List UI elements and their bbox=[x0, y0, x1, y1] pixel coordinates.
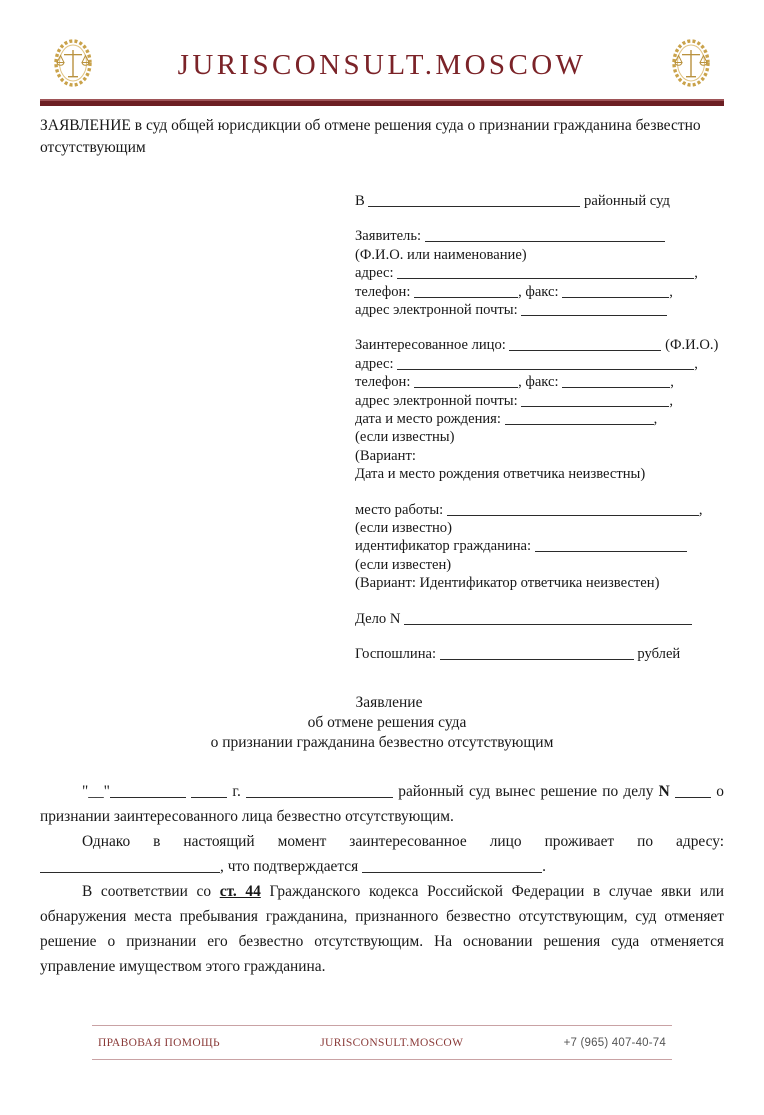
document-page bbox=[0, 35, 764, 1115]
citizen-id-fill[interactable] bbox=[535, 538, 687, 552]
applicant-email-line bbox=[355, 301, 724, 319]
interested-party-email-label: адрес электронной почты: bbox=[355, 392, 518, 409]
interested-party-label: Заинтересованное лицо: bbox=[355, 337, 506, 354]
applicant-fax-tail: , bbox=[669, 283, 673, 300]
citizen-id-variant: (Вариант: Идентификатор ответчика неизвестен) bbox=[355, 575, 660, 592]
document-subject: ЗАЯВЛЕНИЕ в суд общей юрисдикции об отмене решения суда о признании гражданина безвестно отсутствующим bbox=[40, 117, 701, 157]
document-title-line-3: о признании гражданина безвестно отсутствующим bbox=[210, 734, 554, 752]
applicant-address-fill-b[interactable] bbox=[439, 265, 694, 279]
state-fee-label: Госпошлина: bbox=[355, 646, 437, 663]
work-place-fill[interactable] bbox=[447, 502, 699, 516]
applicant-address-fill-a[interactable] bbox=[397, 265, 439, 279]
p1-tail: о признании заинтересованного лица безвестно отсутствующим. bbox=[40, 783, 724, 826]
interested-party-name-fill-b[interactable] bbox=[613, 337, 637, 351]
p1-date-fill[interactable] bbox=[110, 784, 186, 798]
applicant-label: Заявитель: bbox=[355, 228, 422, 245]
state-fee-fill[interactable] bbox=[440, 646, 634, 660]
applicant-group bbox=[355, 227, 724, 319]
applicant-fax-label: , факс: bbox=[518, 283, 559, 300]
applicant-phone-line bbox=[355, 283, 724, 301]
interested-party-address-label: адрес: bbox=[355, 355, 394, 372]
state-fee-group bbox=[355, 645, 724, 663]
header-divider-bar bbox=[40, 99, 724, 106]
applicant-name-fill[interactable] bbox=[425, 228, 665, 242]
interested-party-birth-line bbox=[355, 410, 724, 428]
interested-party-fax-tail: , bbox=[670, 374, 674, 391]
p1-court-fill[interactable] bbox=[246, 784, 393, 798]
employment-group bbox=[355, 501, 724, 593]
court-suffix: районный суд bbox=[584, 192, 670, 209]
applicant-email-label: адрес электронной почты: bbox=[355, 301, 518, 318]
paragraph-2 bbox=[40, 829, 724, 879]
applicant-phone-label: телефон: bbox=[355, 283, 411, 300]
site-masthead bbox=[40, 35, 724, 95]
footer-site-label[interactable]: JURISCONSULT.MOSCOW bbox=[320, 1037, 464, 1049]
applicant-fax-fill-b[interactable] bbox=[655, 284, 669, 298]
interested-party-address-tail: , bbox=[694, 355, 698, 372]
interested-party-phone-line bbox=[355, 373, 724, 391]
p1-case-fill[interactable] bbox=[675, 784, 711, 798]
citizen-id-line bbox=[355, 537, 724, 555]
interested-party-birth-tail: , bbox=[653, 411, 658, 427]
case-number-group bbox=[355, 610, 724, 628]
interested-party-phone-label: телефон: bbox=[355, 374, 411, 391]
parties-header-block bbox=[0, 192, 724, 664]
document-title bbox=[40, 693, 724, 753]
p3-rest: Гражданского кодекса Российской Федерации в случае явки или обнаружения места пребывания гражданина, признанного безвестно отсутствующим, суд отменяет решение о признании его безвестно отсутствующим. На основании решения суда отменяется управление имуществом этого гражданина. bbox=[40, 883, 724, 976]
document-title-line-1: Заявление bbox=[355, 694, 423, 712]
p2-lead: Однако в настоящий момент заинтересованное лицо проживает по адресу: bbox=[82, 833, 724, 851]
footer-legal-help-label: ПРАВОВАЯ ПОМОЩЬ bbox=[98, 1037, 220, 1049]
p1-year-fill[interactable] bbox=[191, 784, 227, 798]
p2-tail: . bbox=[542, 858, 546, 876]
work-place-label: место работы: bbox=[355, 501, 444, 518]
case-number-label: Дело N bbox=[355, 610, 401, 627]
applicant-email-fill[interactable] bbox=[521, 302, 649, 316]
applicant-address-tail: , bbox=[694, 265, 698, 282]
work-place-note: (если известно) bbox=[355, 520, 452, 537]
interested-party-name-fill-c[interactable] bbox=[637, 337, 661, 351]
interested-party-birth-note: (если известны) bbox=[355, 429, 455, 446]
scales-of-justice-wreath-icon bbox=[671, 37, 711, 89]
paragraph-3 bbox=[40, 879, 724, 979]
citizen-id-note: (если известен) bbox=[355, 556, 452, 573]
p1-mid: районный суд вынес решение по делу bbox=[398, 783, 654, 801]
interested-party-variant-open: (Вариант: bbox=[355, 447, 416, 464]
case-number-fill[interactable] bbox=[404, 611, 692, 625]
document-body bbox=[40, 779, 724, 979]
interested-party-birth-label: дата и место рождения: bbox=[355, 411, 501, 427]
court-name-fill[interactable] bbox=[368, 193, 580, 207]
citizen-id-label: идентификатор гражданина: bbox=[355, 538, 532, 555]
applicant-phone-fill[interactable] bbox=[414, 284, 518, 298]
applicant-name-line bbox=[355, 227, 724, 245]
applicant-fax-fill[interactable] bbox=[562, 284, 655, 298]
scales-of-justice-wreath-icon bbox=[53, 37, 93, 89]
interested-party-address-line bbox=[355, 355, 724, 373]
p1-year-label: г. bbox=[232, 783, 241, 801]
p1-quote: "__" bbox=[82, 783, 110, 801]
case-number-line bbox=[355, 610, 724, 628]
p2-address-fill[interactable] bbox=[40, 859, 220, 873]
footer-phone-number[interactable]: +7 (965) 407-40-74 bbox=[563, 1037, 666, 1049]
court-line-group bbox=[355, 192, 724, 210]
interested-party-email-tail: , bbox=[669, 392, 673, 409]
paragraph-1 bbox=[40, 779, 724, 829]
applicant-email-fill-b[interactable] bbox=[649, 302, 667, 316]
p2-mid: , что подтверждается bbox=[220, 858, 359, 876]
p3-lead: В соответствии со bbox=[82, 883, 212, 901]
interested-party-fax-fill[interactable] bbox=[562, 374, 670, 388]
interested-party-email-line bbox=[355, 392, 724, 410]
footer-divider-bottom bbox=[92, 1059, 672, 1060]
p2-proof-fill[interactable] bbox=[362, 859, 542, 873]
state-fee-unit: рублей bbox=[637, 646, 681, 663]
brand-title: JURISCONSULT.MOSCOW bbox=[177, 48, 587, 81]
interested-party-variant-text: Дата и место рождения ответчика неизвестны) bbox=[355, 466, 646, 483]
interested-party-email-fill[interactable] bbox=[521, 393, 669, 407]
interested-party-phone-fill[interactable] bbox=[414, 374, 518, 388]
page-footer bbox=[92, 1025, 672, 1060]
court-line bbox=[355, 192, 724, 210]
work-place-line bbox=[355, 501, 724, 519]
applicant-name-note: (Ф.И.О. или наименование) bbox=[355, 246, 527, 263]
interested-party-name-line bbox=[355, 336, 724, 354]
applicant-address-label: адрес: bbox=[355, 265, 394, 282]
interested-party-group bbox=[355, 336, 724, 483]
footer-row bbox=[92, 1026, 672, 1059]
document-title-line-2: об отмене решения суда bbox=[307, 714, 467, 732]
interested-party-address-fill[interactable] bbox=[397, 356, 694, 370]
interested-party-birth-fill[interactable] bbox=[505, 411, 654, 425]
article-44-link[interactable]: ст. 44 bbox=[219, 883, 261, 901]
state-fee-line bbox=[355, 645, 724, 663]
court-prefix: В bbox=[355, 192, 365, 209]
interested-party-name-fill-a[interactable] bbox=[509, 337, 613, 351]
interested-party-label-suffix: (Ф.И.О.) bbox=[665, 337, 719, 354]
interested-party-fax-label: , факс: bbox=[518, 374, 559, 391]
p1-n-symbol: N bbox=[658, 783, 670, 801]
applicant-address-line bbox=[355, 264, 724, 282]
work-place-tail: , bbox=[698, 501, 703, 518]
